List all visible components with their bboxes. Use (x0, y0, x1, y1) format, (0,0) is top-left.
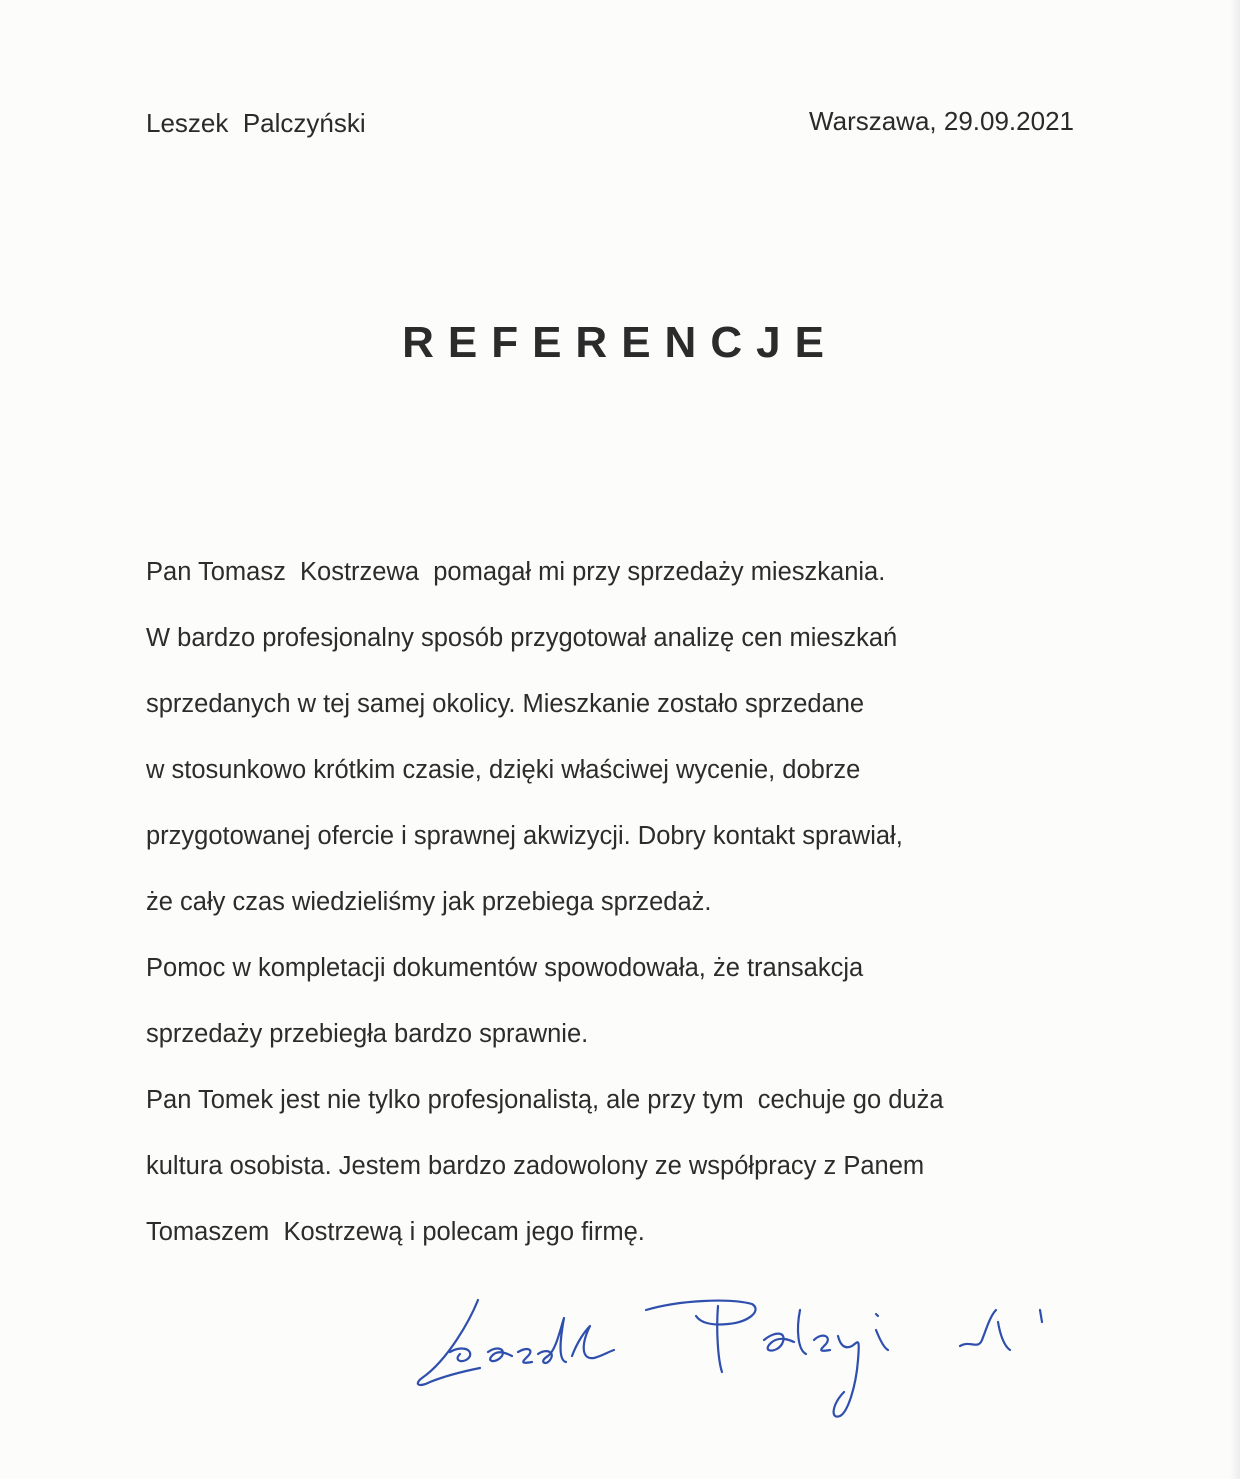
body-line: że cały czas wiedzieliśmy jak przebiega sprzedaż. (146, 888, 712, 916)
place-and-date: Warszawa, 29.09.2021 (809, 106, 1074, 136)
body-line: Tomaszem Kostrzewą i polecam jego firmę. (146, 1218, 645, 1246)
body-line: kultura osobista. Jestem bardzo zadowolony ze współpracy z Panem (146, 1152, 925, 1180)
page-edge-shadow (1230, 0, 1240, 1479)
body-line: Pomoc w kompletacji dokumentów spowodowała, że transakcja (146, 954, 864, 982)
body-line: sprzedanych w tej samej okolicy. Mieszkanie zostało sprzedane (146, 690, 865, 718)
body-line: Pan Tomek jest nie tylko profesjonalistą, ale przy tym cechuje go duża (146, 1086, 944, 1114)
body-line: w stosunkowo krótkim czasie, dzięki właściwej wycenie, dobrze (146, 756, 861, 784)
body-line: przygotowanej ofercie i sprawnej akwizycji. Dobry kontakt sprawiał, (146, 822, 903, 850)
body-line: Pan Tomasz Kostrzewa pomagał mi przy sprzedaży mieszkania. (146, 558, 886, 586)
body-line: W bardzo profesjonalny sposób przygotował analizę cen mieszkań (146, 624, 898, 652)
body-line: sprzedaży przebiegła bardzo sprawnie. (146, 1020, 589, 1048)
document-title: REFERENCJE (402, 318, 838, 367)
handwritten-signature (400, 1270, 1100, 1420)
author-name: Leszek Palczyński (146, 108, 366, 138)
